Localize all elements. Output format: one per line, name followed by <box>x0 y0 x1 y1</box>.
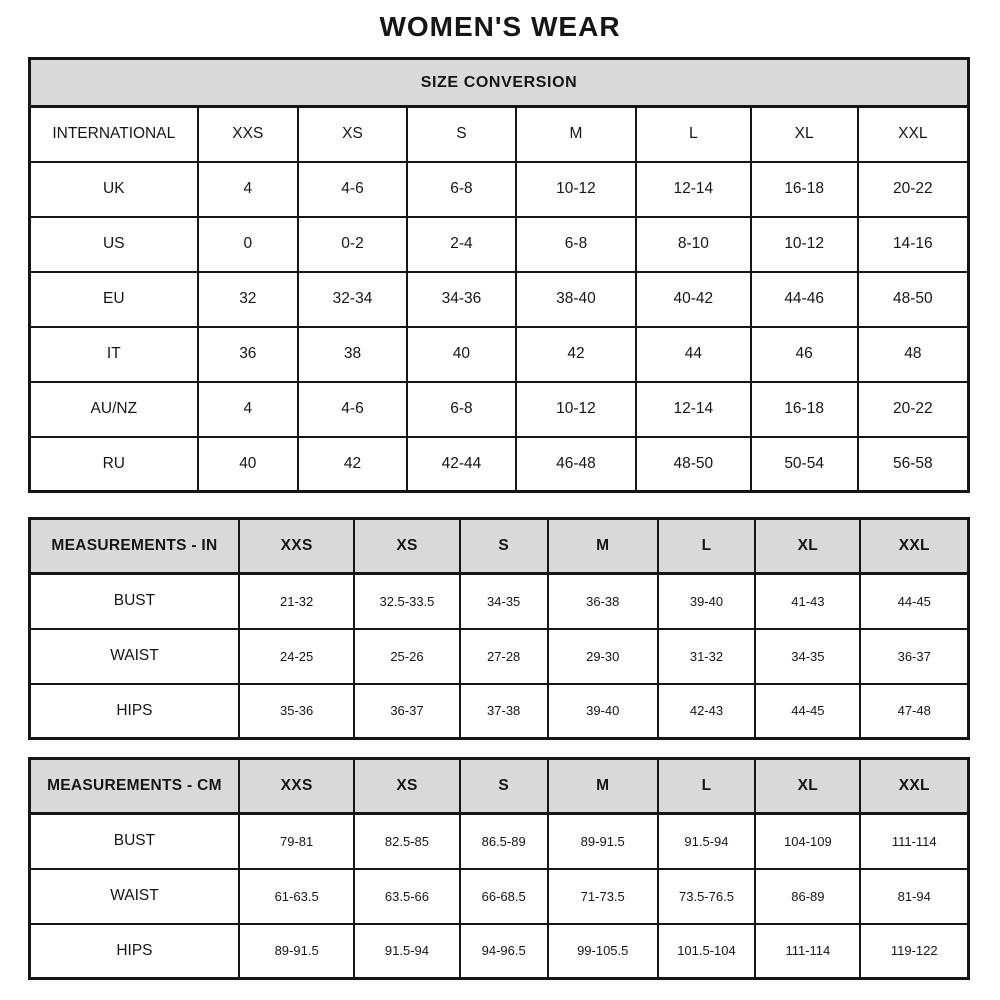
table-cell: 32 <box>198 272 298 327</box>
table-cell: 66-68.5 <box>460 869 548 924</box>
table-cell: 16-18 <box>751 382 858 437</box>
column-header: XL <box>755 759 860 814</box>
column-header: S <box>460 519 548 574</box>
table-row <box>30 382 969 437</box>
size-conversion-table <box>28 57 970 493</box>
table-cell: 89-91.5 <box>548 814 658 869</box>
table-cell: 0 <box>198 217 298 272</box>
table-row <box>30 629 969 684</box>
table-row <box>30 437 969 492</box>
table-cell: 104-109 <box>755 814 860 869</box>
table-cell: 10-12 <box>516 382 636 437</box>
table-cell: 46-48 <box>516 437 636 492</box>
table-cell: 10-12 <box>751 217 858 272</box>
column-header: XXL <box>860 519 968 574</box>
column-header: L <box>658 519 756 574</box>
table-cell: 44-46 <box>751 272 858 327</box>
table-cell: 2-4 <box>407 217 516 272</box>
table-cell: 40 <box>407 327 516 382</box>
table-cell: 25-26 <box>354 629 459 684</box>
column-header: XL <box>755 519 860 574</box>
row-label: US <box>30 217 198 272</box>
table-cell: 71-73.5 <box>548 869 658 924</box>
table-row <box>30 924 969 979</box>
table-cell: 73.5-76.5 <box>658 869 756 924</box>
row-label: EU <box>30 272 198 327</box>
row-label: RU <box>30 437 198 492</box>
size-conversion-caption: SIZE CONVERSION <box>30 59 969 107</box>
table-cell: 14-16 <box>858 217 969 272</box>
measurements-in-table <box>28 517 970 740</box>
table-cell: 6-8 <box>407 382 516 437</box>
table-cell: 42-43 <box>658 684 756 739</box>
table-cell: 29-30 <box>548 629 658 684</box>
table-cell: 21-32 <box>239 574 354 629</box>
measurements-in <box>28 517 970 740</box>
table-cell: 48-50 <box>636 437 751 492</box>
table-row <box>30 814 969 869</box>
column-header: S <box>407 107 516 162</box>
table-cell: 38 <box>298 327 407 382</box>
table-cell: 91.5-94 <box>658 814 756 869</box>
column-header: L <box>636 107 751 162</box>
table-cell: 12-14 <box>636 382 751 437</box>
table-cell: 39-40 <box>658 574 756 629</box>
table-cell: 4 <box>198 382 298 437</box>
table-cell: 42 <box>298 437 407 492</box>
table-cell: 47-48 <box>860 684 968 739</box>
table-cell: 44-45 <box>755 684 860 739</box>
column-header: XXS <box>239 519 354 574</box>
row-label: HIPS <box>30 684 239 739</box>
table-cell: 99-105.5 <box>548 924 658 979</box>
column-header-row <box>30 759 969 814</box>
table-cell: 31-32 <box>658 629 756 684</box>
table-cell: 42-44 <box>407 437 516 492</box>
row-label: WAIST <box>30 629 239 684</box>
row-label: AU/NZ <box>30 382 198 437</box>
table-row <box>30 162 969 217</box>
row-label: WAIST <box>30 869 239 924</box>
table-cell: 63.5-66 <box>354 869 459 924</box>
table-cell: 16-18 <box>751 162 858 217</box>
table-cell: 48-50 <box>858 272 969 327</box>
column-header: XS <box>354 519 459 574</box>
table-cell: 24-25 <box>239 629 354 684</box>
row-label: BUST <box>30 814 239 869</box>
table-cell: 4-6 <box>298 162 407 217</box>
table-cell: 44 <box>636 327 751 382</box>
column-header: MEASUREMENTS - IN <box>30 519 239 574</box>
table-caption-row <box>30 59 969 107</box>
table-cell: 46 <box>751 327 858 382</box>
table-row <box>30 869 969 924</box>
table-cell: 36-37 <box>860 629 968 684</box>
table-cell: 86.5-89 <box>460 814 548 869</box>
table-cell: 20-22 <box>858 382 969 437</box>
table-cell: 101.5-104 <box>658 924 756 979</box>
row-label: IT <box>30 327 198 382</box>
column-header: S <box>460 759 548 814</box>
measurements-cm-table <box>28 757 970 980</box>
row-label: UK <box>30 162 198 217</box>
column-header: M <box>548 519 658 574</box>
table-cell: 38-40 <box>516 272 636 327</box>
column-header: XXS <box>239 759 354 814</box>
table-cell: 39-40 <box>548 684 658 739</box>
column-header: XL <box>751 107 858 162</box>
table-cell: 35-36 <box>239 684 354 739</box>
table-cell: 111-114 <box>755 924 860 979</box>
column-header: MEASUREMENTS - CM <box>30 759 239 814</box>
column-header: XXL <box>860 759 968 814</box>
table-cell: 20-22 <box>858 162 969 217</box>
table-cell: 91.5-94 <box>354 924 459 979</box>
table-cell: 44-45 <box>860 574 968 629</box>
table-cell: 41-43 <box>755 574 860 629</box>
column-header: XXL <box>858 107 969 162</box>
table-cell: 81-94 <box>860 869 968 924</box>
table-cell: 37-38 <box>460 684 548 739</box>
size-conversion <box>28 57 970 493</box>
table-cell: 111-114 <box>860 814 968 869</box>
table-cell: 6-8 <box>516 217 636 272</box>
table-cell: 42 <box>516 327 636 382</box>
table-row <box>30 684 969 739</box>
column-header: INTERNATIONAL <box>30 107 198 162</box>
column-header-row <box>30 107 969 162</box>
table-cell: 36 <box>198 327 298 382</box>
table-cell: 40-42 <box>636 272 751 327</box>
table-cell: 27-28 <box>460 629 548 684</box>
table-row <box>30 574 969 629</box>
table-cell: 79-81 <box>239 814 354 869</box>
table-cell: 119-122 <box>860 924 968 979</box>
table-cell: 50-54 <box>751 437 858 492</box>
table-cell: 89-91.5 <box>239 924 354 979</box>
table-cell: 34-36 <box>407 272 516 327</box>
column-header: XXS <box>198 107 298 162</box>
column-header: XS <box>298 107 407 162</box>
column-header-row <box>30 519 969 574</box>
table-cell: 48 <box>858 327 969 382</box>
table-cell: 36-38 <box>548 574 658 629</box>
column-header: M <box>548 759 658 814</box>
table-cell: 40 <box>198 437 298 492</box>
measurements-cm <box>28 757 970 980</box>
table-row <box>30 272 969 327</box>
page-title: WOMEN'S WEAR <box>379 11 621 42</box>
row-label: HIPS <box>30 924 239 979</box>
table-cell: 0-2 <box>298 217 407 272</box>
column-header: XS <box>354 759 459 814</box>
table-cell: 56-58 <box>858 437 969 492</box>
table-cell: 34-35 <box>755 629 860 684</box>
table-row <box>30 327 969 382</box>
table-cell: 4 <box>198 162 298 217</box>
table-row <box>30 217 969 272</box>
table-cell: 86-89 <box>755 869 860 924</box>
table-cell: 61-63.5 <box>239 869 354 924</box>
table-cell: 6-8 <box>407 162 516 217</box>
column-header: M <box>516 107 636 162</box>
table-cell: 32.5-33.5 <box>354 574 459 629</box>
table-cell: 4-6 <box>298 382 407 437</box>
table-cell: 94-96.5 <box>460 924 548 979</box>
table-cell: 34-35 <box>460 574 548 629</box>
column-header: L <box>658 759 756 814</box>
row-label: BUST <box>30 574 239 629</box>
table-cell: 82.5-85 <box>354 814 459 869</box>
table-cell: 12-14 <box>636 162 751 217</box>
table-cell: 32-34 <box>298 272 407 327</box>
table-cell: 36-37 <box>354 684 459 739</box>
table-cell: 8-10 <box>636 217 751 272</box>
table-cell: 10-12 <box>516 162 636 217</box>
